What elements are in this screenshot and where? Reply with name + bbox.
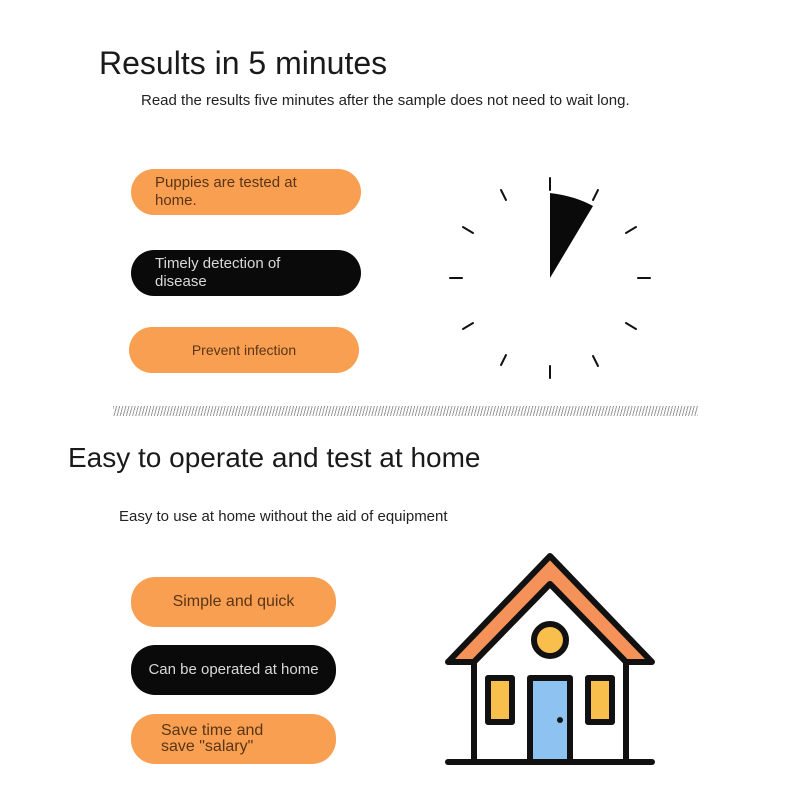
- section-subtitle-results: Read the results five minutes after the sample does not need to wait long.: [141, 92, 630, 109]
- section-subtitle-easy: Easy to use at home without the aid of equipment: [119, 508, 448, 525]
- section-title-easy: Easy to operate and test at home: [68, 442, 481, 473]
- pill-label: Can be operated at home: [148, 661, 319, 678]
- pill-label: Simple and quick: [172, 593, 295, 610]
- divider: [113, 406, 698, 416]
- pill-label: Prevent infection: [191, 342, 297, 358]
- pill-label: Timely detection of disease: [155, 255, 281, 290]
- pill-label: Puppies are tested at home.: [155, 174, 297, 209]
- pill-label: Save time and save "salary": [161, 722, 264, 755]
- section-title-results: Results in 5 minutes: [99, 45, 388, 81]
- pill-timely-detection: [131, 250, 361, 296]
- pill-operated-at-home: [131, 645, 336, 695]
- house-icon: [440, 550, 660, 770]
- pill-simple-quick: [131, 577, 336, 627]
- pill-tested-at-home: [131, 169, 361, 215]
- pill-save-time: [131, 714, 336, 764]
- pill-prevent-infection: [129, 327, 359, 373]
- clock-icon: [440, 168, 660, 388]
